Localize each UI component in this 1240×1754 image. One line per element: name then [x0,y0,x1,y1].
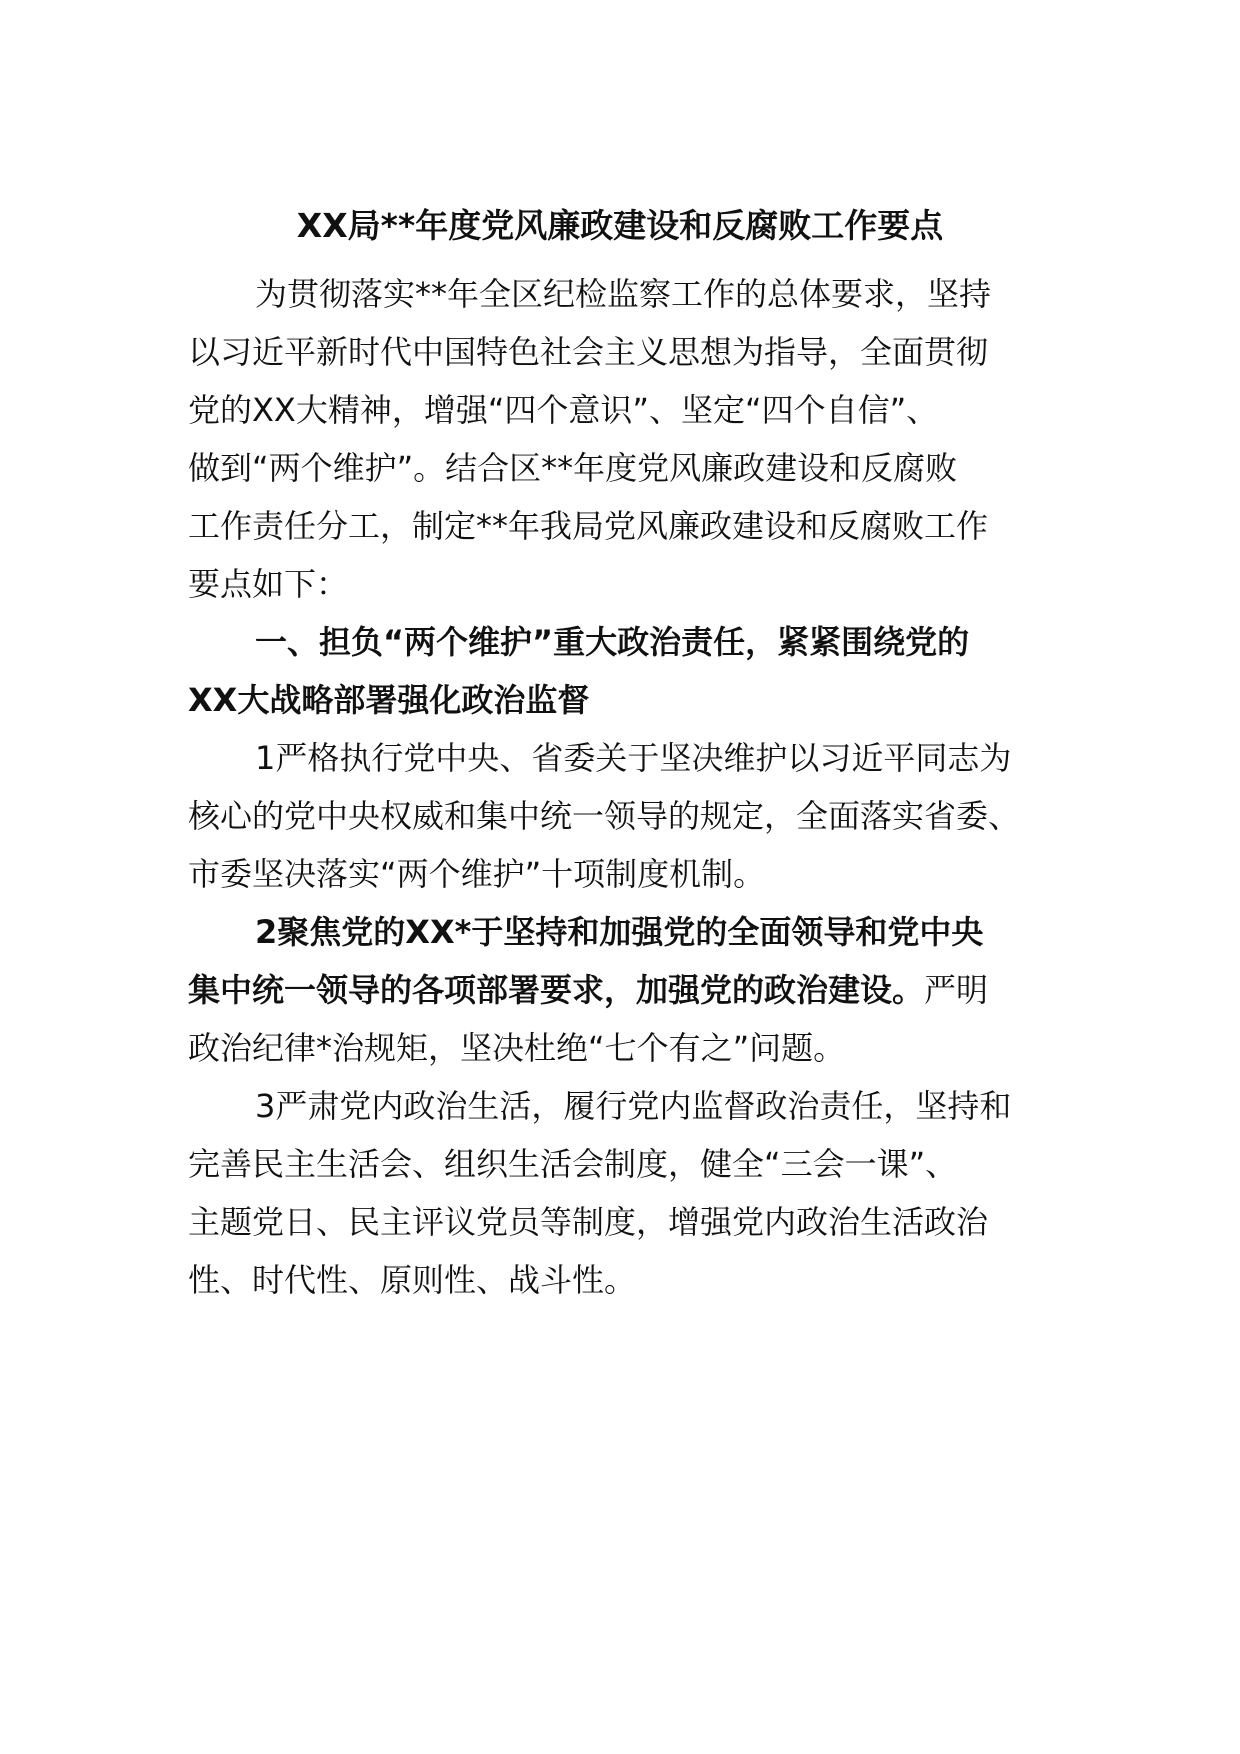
item2-normal-text: 严明 [924,971,989,1009]
item3-line-1: 3严肃党内政治生活，履行党内监督政治责任，坚持和 [255,1087,1012,1125]
item3-line-4: 性、时代性、原则性、战斗性。 [188,1261,637,1299]
section1-heading-line-2: XX大战略部署强化政治监督 [188,681,590,719]
section1-heading-line-1: 一、担负“两个维护”重大政治责任，紧紧围绕党的 [255,623,970,661]
item2-line-1: 2聚焦党的XX*于坚持和加强党的全面领导和党中央 [255,913,984,951]
item1-line-1: 1严格执行党中央、省委关于坚决维护以习近平同志为 [255,739,1012,777]
intro-line-1: 为贯彻落实**年全区纪检监察工作的总体要求，坚持 [255,275,992,313]
item3-line-2: 完善民主生活会、组织生活会制度，健全“三会一课”、 [188,1145,958,1183]
intro-line-2: 以习近平新时代中国特色社会主义思想为指导，全面贯彻 [188,333,989,371]
item2-bold-text: 集中统一领导的各项部署要求，加强党的政治建设。 [188,971,925,1009]
item1-line-2: 核心的党中央权威和集中统一领导的规定，全面落实省委、 [188,797,1021,835]
intro-line-5: 工作责任分工，制定**年我局党风廉政建设和反腐败工作 [188,507,989,545]
intro-line-4: 做到“两个维护”。结合区**年度党风廉政建设和反腐败 [188,449,958,487]
document-title: XX局**年度党风廉政建设和反腐败工作要点 [296,206,944,245]
intro-line-3: 党的XX大精神，增强“四个意识”、坚定“四个自信”、 [188,391,939,429]
item2-line-2 [188,966,988,1014]
item3-line-3: 主题党日、民主评议党员等制度，增强党内政治生活政治 [188,1203,989,1241]
intro-line-6: 要点如下： [188,565,349,603]
item2-line-3: 政治纪律*治规矩，坚决杜绝“七个有之”问题。 [188,1029,846,1067]
item1-line-3: 市委坚决落实“两个维护”十项制度机制。 [188,855,766,893]
